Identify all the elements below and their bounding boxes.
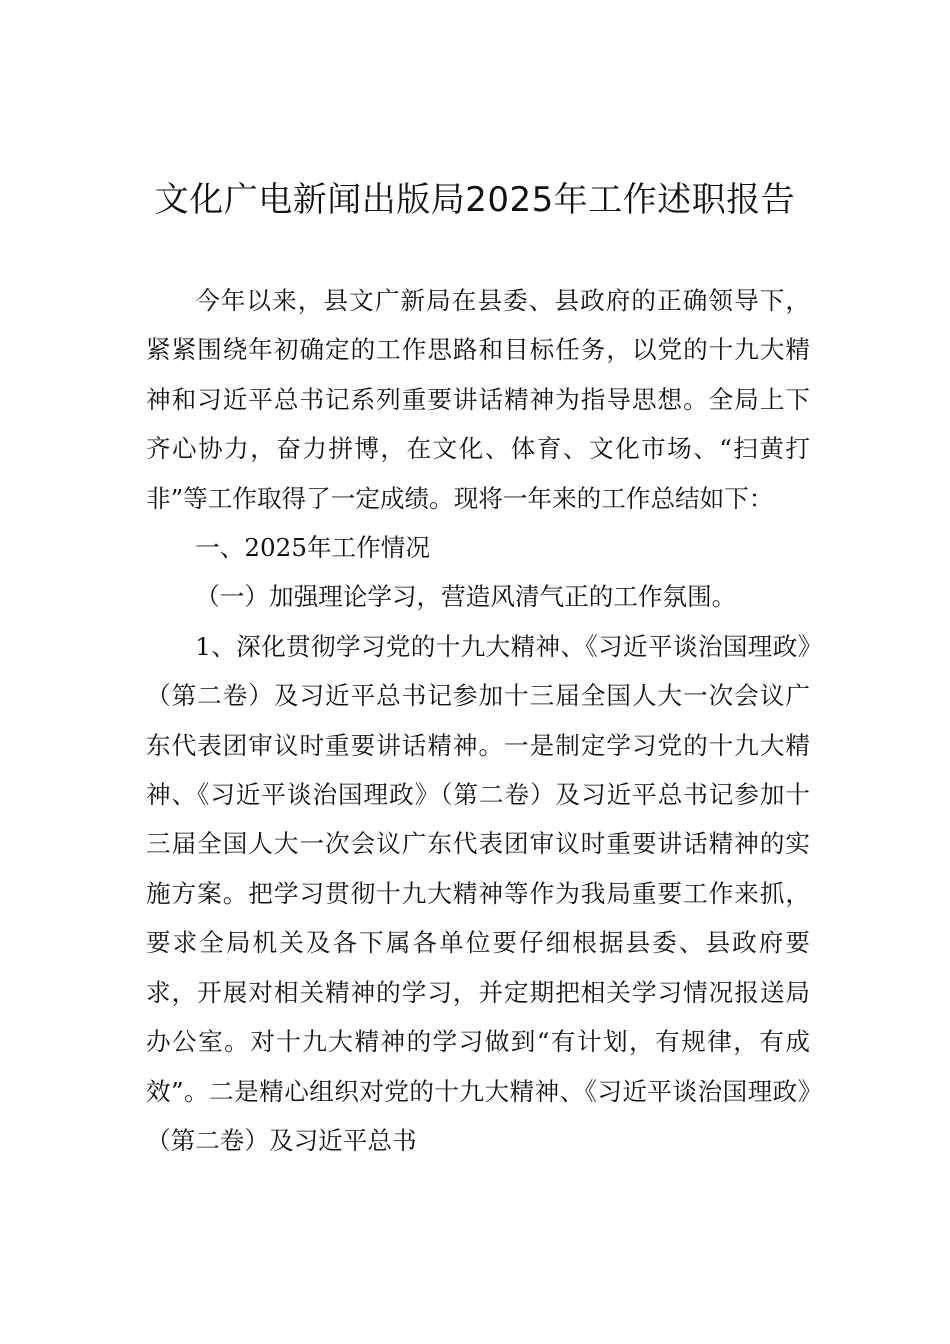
subsection-heading: （一）加强理论学习，营造风清气正的工作氛围。 xyxy=(195,582,737,612)
body-paragraph: 1、深化贯彻学习党的十九大精神、《习近平谈治国理政》（第二卷）及习近平总书记参加十三届全国人大一次会议广东代表团审议时重要讲话精神。一是制定学习党的十九大精神、《习近平谈治国理政》（第二卷）及习近平总书记参加十三届全国人大一次会议广东代表团审议时重要讲话精神的实施方案。把学习贯彻十九大精神等作为我局重要工作来抓，要求全局机关及各下属各单位要仔细根据县委、县政府要求，开展对相关精神的学习，并定期把相关学习情况报送局办公室。对十九大精神的学习做到“有计划，有规律，有成效”。二是精心组织对党的十九大精神、《习近平谈治国理政》（第二卷）及习近平总书 xyxy=(146,631,810,1155)
section-heading: 一、2025年工作情况 xyxy=(195,533,430,563)
intro-paragraph: 今年以来，县文广新局在县委、县政府的正确领导下，紧紧围绕年初确定的工作思路和目标任务，以党的十九大精神和习近平总书记系列重要讲话精神为指导思想。全局上下齐心协力，奋力拼博，在文化、体育、文化市场、“扫黄打非”等工作取得了一定成绩。现将一年来的工作总结如下： xyxy=(146,286,810,513)
document-title: 文化广电新闻出版局2025年工作述职报告 xyxy=(154,180,796,220)
document-body xyxy=(146,276,810,1165)
